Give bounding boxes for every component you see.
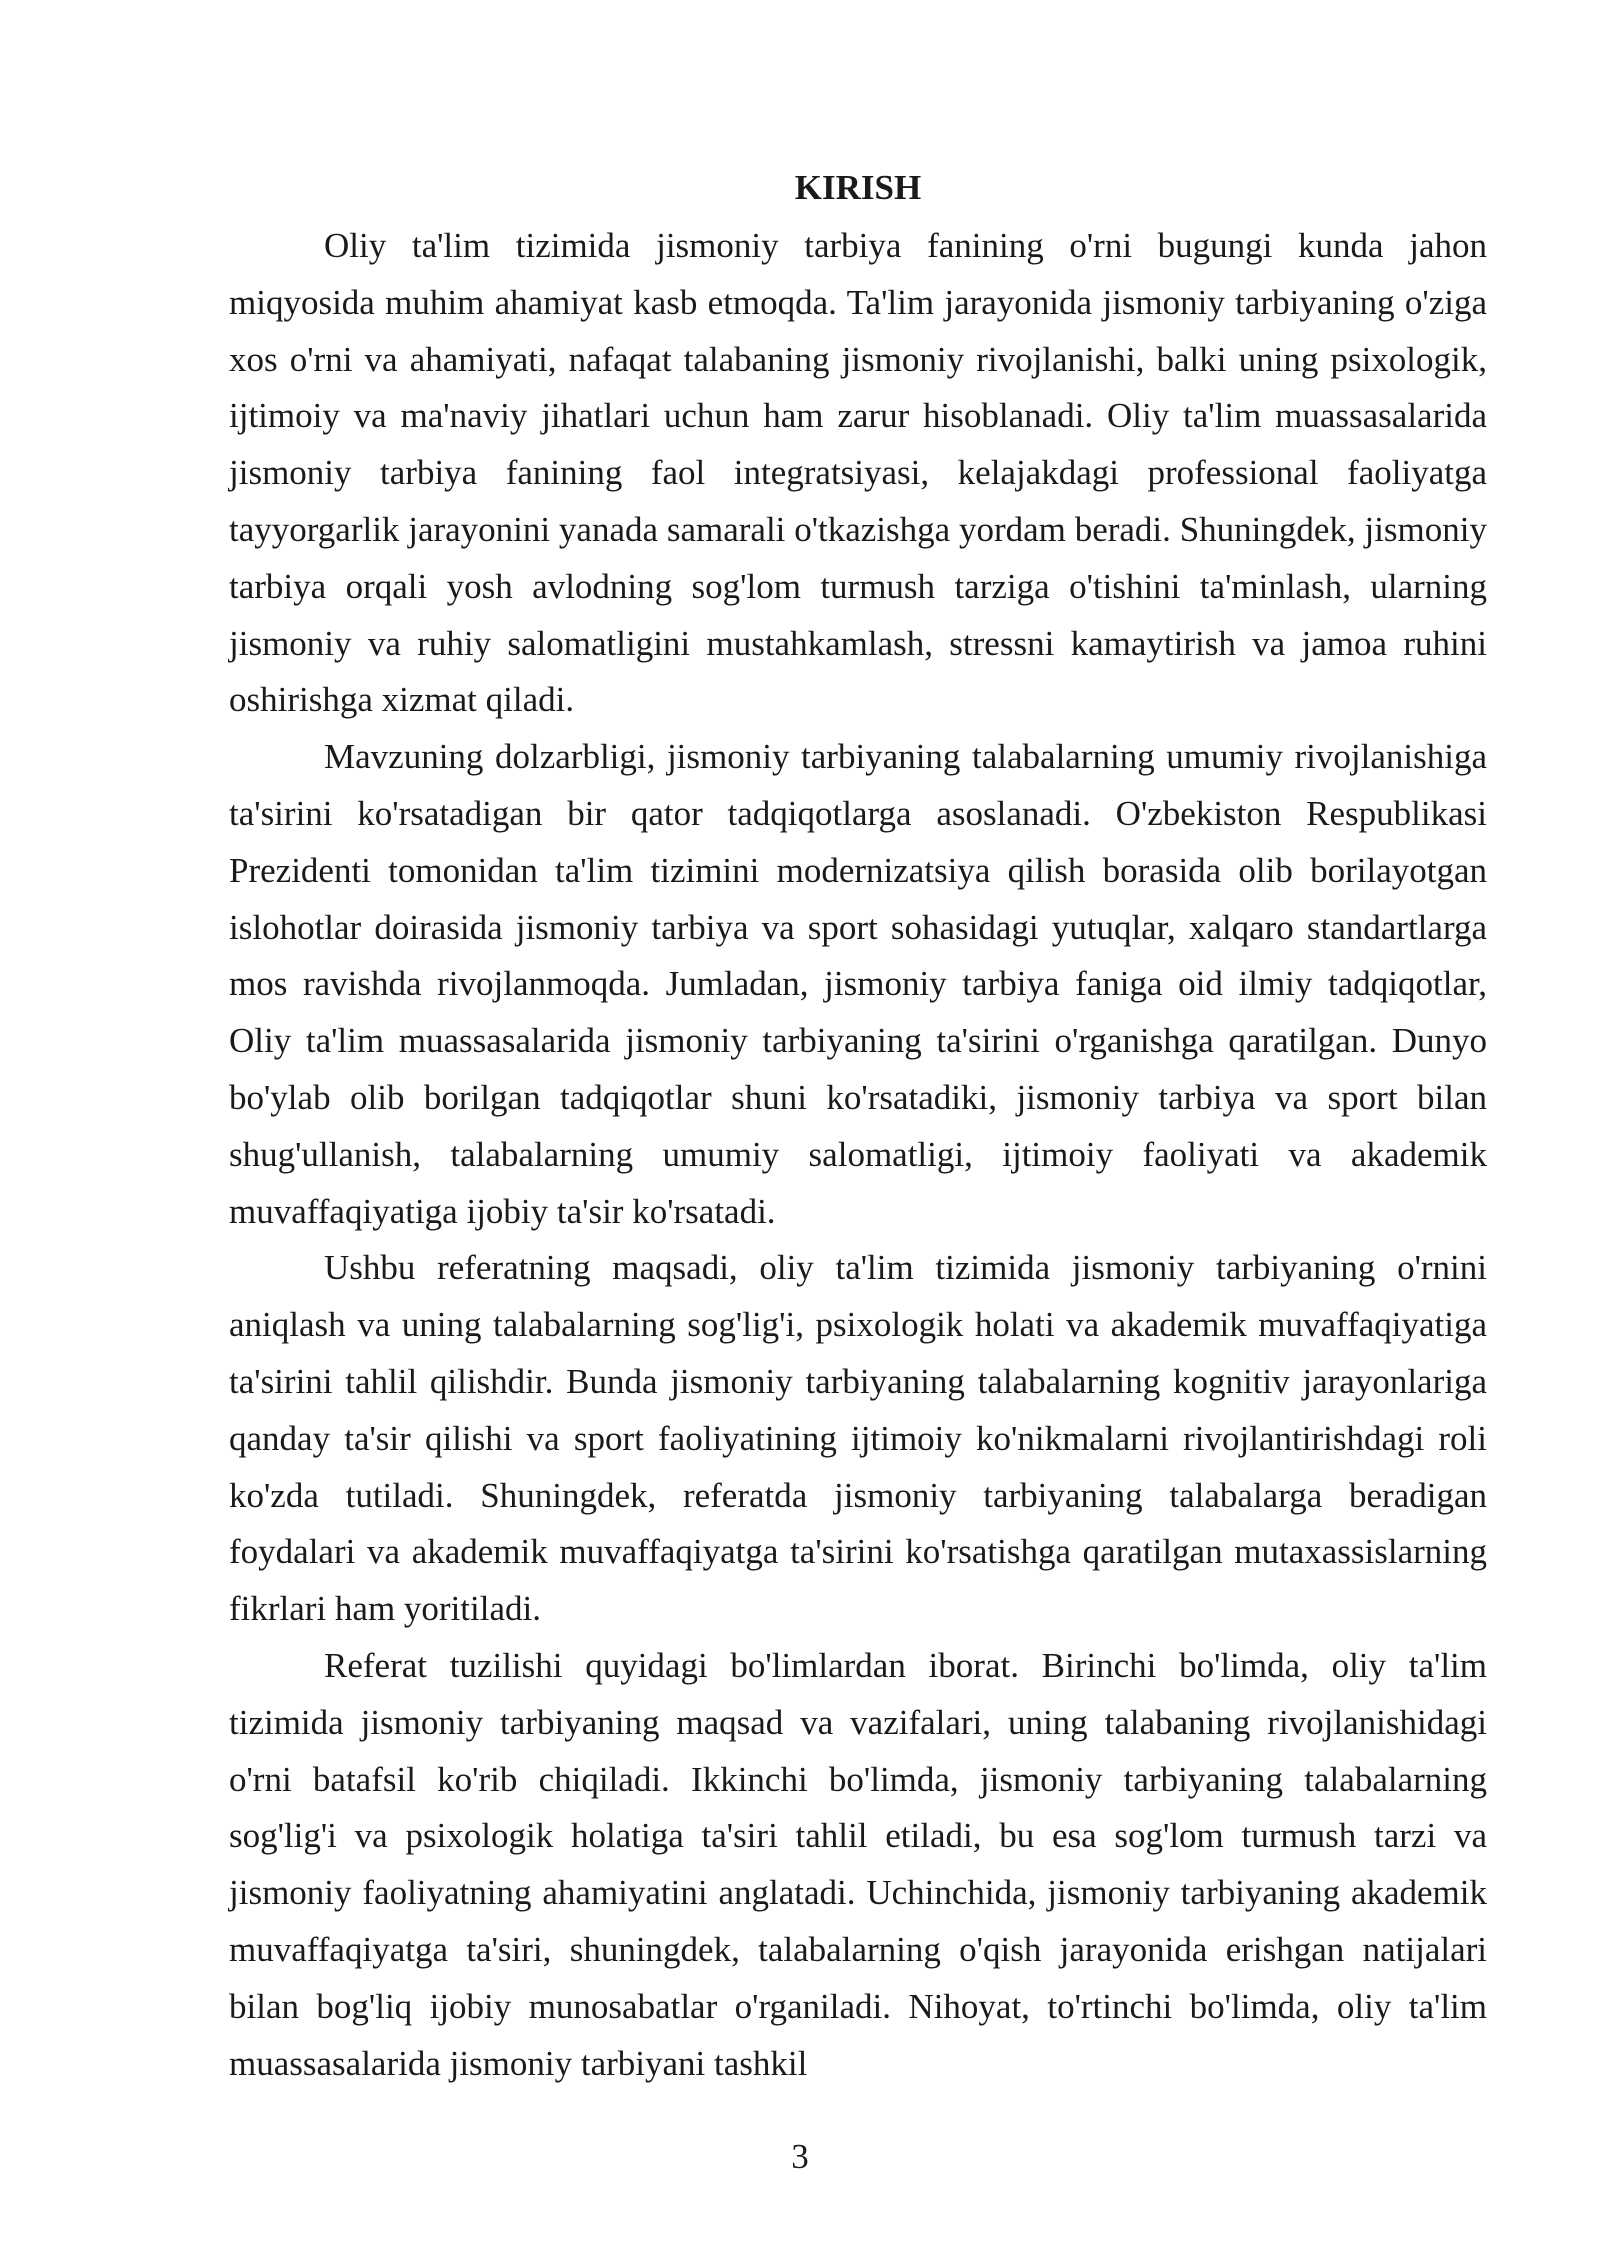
paragraph-intro: Oliy ta'lim tizimida jismoniy tarbiya fanining o'rni bugungi kunda jahon miqyosida muhim ahamiyat kasb etmoqda. Ta'lim jarayonida jismoniy tarbiyaning o'ziga xos o'rni va ahamiyati, nafaqat talabaning jismoniy rivojlanishi, balki uning psixologik, ijtimoiy va ma'naviy jihatlari uchun ham zarur hisoblanadi. Oliy ta'lim muassasalarida jismoniy tarbiya fanining faol integratsiyasi, kelajakdagi professional faoliyatga tayyorgarlik jarayonini yanada samarali o'tkazishga yordam beradi. Shuningdek, jismoniy tarbiya orqali yosh avlodning sog'lom turmush tarziga o'tishini ta'minlash, ularning jismoniy va ruhiy salomatligini mustahkamlash, stressni kamaytirish va jamoa ruhini oshirishga xizmat qiladi. <box>229 226 1487 720</box>
paragraph-purpose: Ushbu referatning maqsadi, oliy ta'lim tizimida jismoniy tarbiyaning o'rnini aniqlash va uning talabalarning sog'lig'i, psixologik holati va akademik muvaffaqiyatiga ta'sirini tahlil qilishdir. Bunda jismoniy tarbiyaning talabalarning kognitiv jarayonlariga qanday ta'sir qilishi va sport faoliyatining ijtimoiy ko'nikmalarni rivojlantirishdagi roli ko'zda tutiladi. Shuningdek, referatda jismoniy tarbiyaning talabalarga beradigan foydalari va akademik muvaffaqiyatga ta'sirini ko'rsatishga qaratilgan mutaxassislarning fikrlari ham yoritiladi. <box>229 1248 1487 1629</box>
section-title: KIRISH <box>794 168 922 207</box>
paragraph-relevance: Mavzuning dolzarbligi, jismoniy tarbiyaning talabalarning umumiy rivojlanishiga ta'sirini ko'rsatadigan bir qator tadqiqotlarga asoslanadi. O'zbekiston Respublikasi Prezidenti tomonidan ta'lim tizimini modernizatsiya qilish borasida olib borilayotgan islohotlar doirasida jismoniy tarbiya va sport sohasidagi yutuqlar, xalqaro standartlarga mos ravishda rivojlanmoqda. Jumladan, jismoniy tarbiya faniga oid ilmiy tadqiqotlar, Oliy ta'lim muassasalarida jismoniy tarbiyaning ta'sirini o'rganishga qaratilgan. Dunyo bo'ylab olib borilgan tadqiqotlar shuni ko'rsatadiki, jismoniy tarbiya va sport bilan shug'ullanish, talabalarning umumiy salomatligi, ijtimoiy faoliyati va akademik muvaffaqiyatiga ijobiy ta'sir ko'rsatadi. <box>229 737 1487 1231</box>
paragraph-structure: Referat tuzilishi quyidagi bo'limlardan iborat. Birinchi bo'limda, oliy ta'lim tizimida jismoniy tarbiyaning maqsad va vazifalari, uning talabaning rivojlanishidagi o'rni batafsil ko'rib chiqiladi. Ikkinchi bo'limda, jismoniy tarbiyaning talabalarning sog'lig'i va psixologik holatiga ta'siri tahlil etiladi, bu esa sog'lom turmush tarzi va jismoniy faoliyatning ahamiyatini anglatadi. Uchinchida, jismoniy tarbiyaning akademik muvaffaqiyatga ta'siri, shuningdek, talabalarning o'qish jarayonida erishgan natijalari bilan bog'liq ijobiy munosabatlar o'rganiladi. Nihoyat, to'rtinchi bo'limda, oliy ta'lim muassasalarida jismoniy tarbiyani tashkil <box>229 1645 1487 2083</box>
page-content <box>229 160 1487 2092</box>
page-number: 3 <box>791 2137 809 2176</box>
